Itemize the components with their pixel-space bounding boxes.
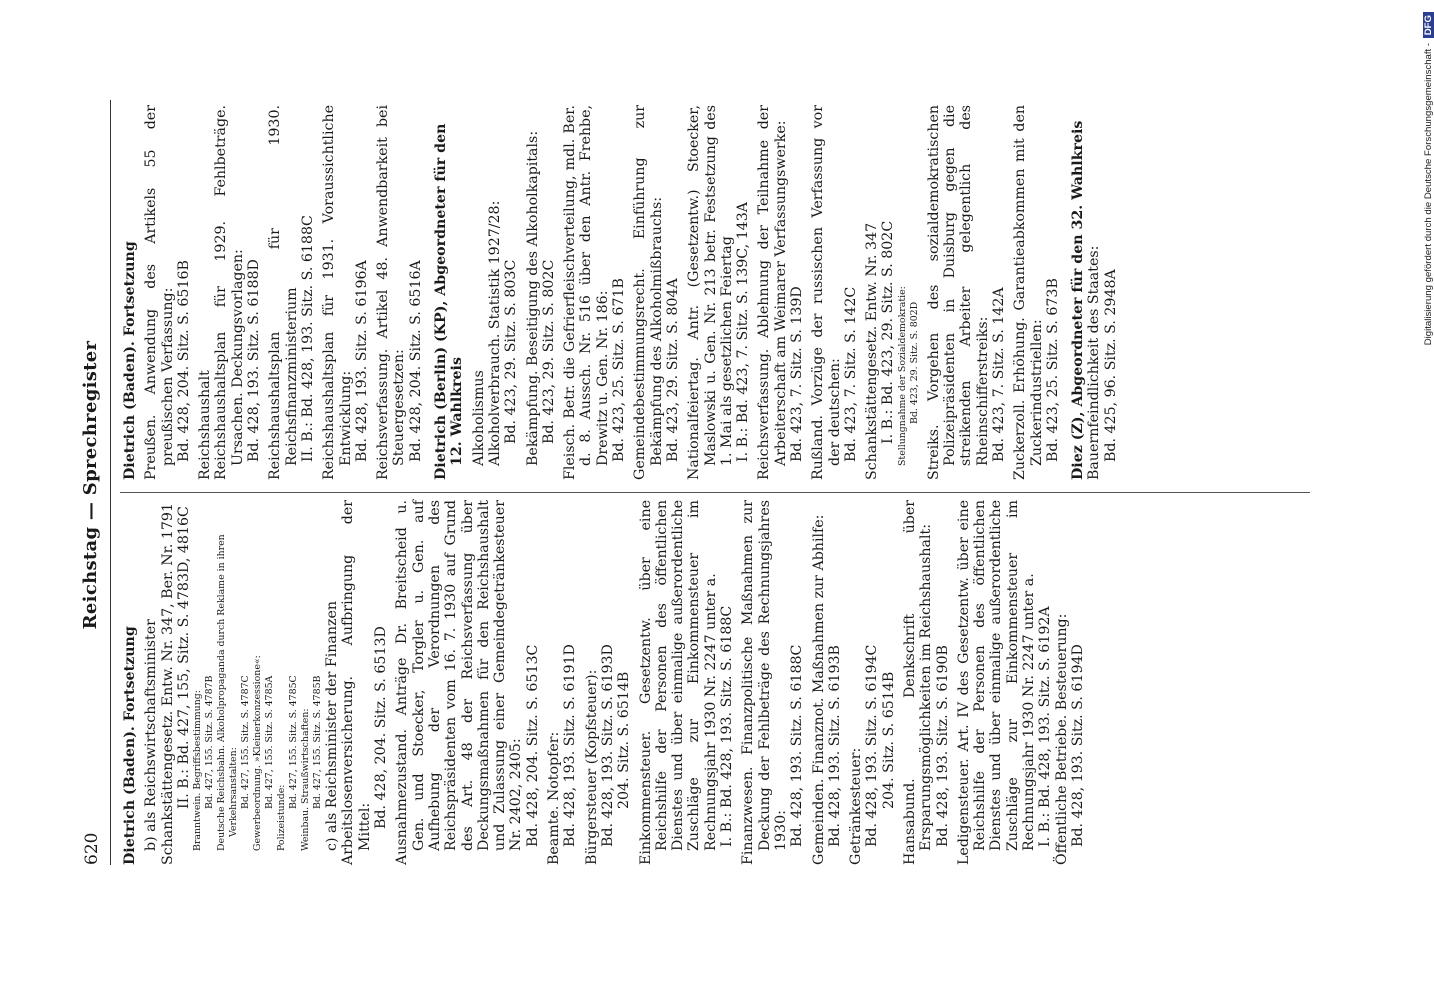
page-header — [80, 105, 110, 865]
reference: Bd. 423, 29. Sitz. S. 802C — [540, 259, 557, 444]
topic-title: Bekämpfung. Beseitigung des Alkoholkapitals: — [524, 130, 541, 466]
sponsor-footer — [1423, 0, 1434, 1000]
reference: II. B.: Bd. 427, 155, Sitz. S. 4783D, 4816C — [175, 506, 192, 809]
reference: II. B.: Bd. 428, 193. Sitz. S. 6188C — [299, 215, 316, 462]
reference: Bd. 428, 193. Sitz. S. 6196A — [353, 260, 370, 462]
topic-title: Rußland. Vorzüge der russischen Verfassung vor der deutschen: — [810, 105, 843, 480]
topic-title: Hansabund. Denkschrift über Ersparungsmöglichkeiten im Reichshaushalt: — [901, 500, 935, 865]
page-number: 620 — [82, 832, 102, 865]
reference: Bd. 427, 155. Sitz. S. 4787C — [240, 675, 252, 809]
reference: Bd. 427, 155. Sitz. S. 4785B — [312, 675, 324, 809]
reference: Bd. 428, 193. Sitz. S. 6188D — [246, 259, 263, 462]
topic-title: Preußen. Anwendung des Artikels 55 der preußischen Verfassung: — [143, 105, 176, 480]
topic-title: Bürgersteuer (Kopfsteuer): — [583, 669, 600, 865]
reference: Bd. 423, 29. Sitz. S. 802D — [908, 301, 920, 424]
reference: Bd. 427, 155. Sitz. S. 4787B — [204, 675, 216, 809]
reference: Bd. 428, 193. Sitz. S. 6190B — [934, 645, 951, 847]
reference: Bd. 423, 29. Sitz. S. 804A — [664, 278, 681, 462]
reference: I. B.: Bd. 428, 193. Sitz. S. 6192A — [1037, 606, 1054, 847]
topic-title: Reichsverfassung. Artikel 48. Anwendbarkeit bei Steuergesetzen: — [375, 105, 408, 480]
subtopic: Gewerbeordnung. »Kleinerkonzessione«: — [252, 655, 264, 851]
topic-title: Ledigensteuer. Art. IV des Gesetzentw. über eine Reichshilfe der Personen des öffentlichen Dienstes und über einmalige außerordentliche Zuschläge zur Einkommensteuer im Rechnungsjahr 1930 Nr. 2247 unter a. — [955, 500, 1038, 865]
subsection-heading: b) als Reichswirtschaftsminister — [143, 619, 160, 851]
reference: I. B.: Bd. 423, 7. Sitz. S. 139C, 143A — [735, 202, 752, 462]
reference: Bd. 423, 7. Sitz. S. 139D — [788, 286, 805, 462]
subtopic: Polizeistunde: — [276, 784, 288, 851]
topic-title: Gemeindebestimmungsrecht. Einführung zur Bekämpfung des Alkoholmißbrauchs: — [632, 105, 665, 480]
topic-title: Reichshaushaltsplan für 1929. Fehlbeträge. Ursachen. Deckungsvorlagen: — [213, 105, 246, 480]
topic-title: Zuckerzoll. Erhöhung. Garantieabkommen mit den Zuckerindustriellen: — [1012, 105, 1045, 480]
topic-title: Streiks. Vorgehen des sozialdemokratischen Polizeipräsidenten in Duisburg gegen die streikenden Arbeiter gelegentlich des Rheinschifferstreiks: — [925, 105, 991, 480]
reference: Bd. 428, 193. Sitz. S. 6193B — [826, 645, 843, 847]
subtopic: Weinbau. Straußwirtschaften: — [300, 708, 312, 851]
right-column — [122, 105, 1119, 480]
topic-title: Reichshaushaltsplan für 1930. Reichsfinanzministerium — [267, 105, 300, 480]
reference: Bd. 428, 193. Sitz. S. 6194C — [864, 644, 881, 847]
subsection-heading: c) als Reichsminister der Finanzen — [324, 601, 341, 851]
topic-title: Fleisch. Betr. die Gefrierfleischverteilung, mdl. Ber. d. 8. Aussch. Nr. 516 über den Antr. Frehbe, Drewitz u. Gen. Nr. 186: — [562, 105, 611, 480]
subtopic: Branntwein. Begriffsbestimmung: — [192, 690, 204, 851]
topic-title: Einkommensteuer. Gesetzentw. über eine Reichshilfe der Personen des öffentlichen Dienstes und über einmalige außerordentliche Zuschläge zur Einkommensteuer im Rechnungsjahr 1930 Nr. 2247 unter a. — [637, 500, 719, 865]
reference: Bd. 427, 155. Sitz. S. 4785A — [264, 675, 276, 809]
topic-title: Getränkesteuer: — [848, 747, 865, 865]
topic-title: Ausnahmezustand. Anträge Dr. Breitscheid u. Gen. und Stoecker, Torgler u. Gen. auf Aufhebung der Verordnungen des Reichspräsidenten vom 16. 7. 1930 auf Grund des Art. 48 der Reichsverfassung über Deckungsmaßnahmen für den Reichshaushalt und Zulassung einer Gemeindegetränkesteuer Nr. 2402, 2405: — [394, 500, 525, 865]
reference: 204. Sitz. S. 6514B — [616, 671, 633, 809]
entry-heading: Dietrich (Baden). Fortsetzung — [122, 241, 138, 480]
running-title: Reichstag — Sprechregister — [80, 340, 101, 630]
topic-title: Nationalfeiertag. Antr. (Gesetzentw.) Stoecker, Maslowski u. Gen. Nr. 213 betr. Festsetzung des 1. Mai als gesetzlichen Feiertag — [686, 105, 735, 480]
topic-title: Beamte. Notopfer: — [546, 731, 563, 865]
topic-title: Bauernfeindlichkeit des Staates: — [1086, 245, 1103, 480]
reference: Bd. 428, 204. Sitz. S. 6513C — [524, 644, 541, 847]
dfg-logo: DFG — [1423, 12, 1434, 38]
reference: Bd. 427, 155. Sitz. S. 4785C — [288, 675, 300, 809]
reference: Bd. 428, 193. Sitz. S. 6188C — [789, 644, 806, 847]
topic-title: Arbeitslosenversicherung. Aufbringung der Mittel: — [340, 500, 373, 865]
header-rule — [110, 100, 111, 865]
topic-title: Schankstättengesetz. Entw. Nr. 347 — [864, 222, 881, 480]
topic-group: Reichshaushalt — [197, 370, 214, 480]
reference: Bd. 428, 204. Sitz. S. 6516A — [407, 260, 424, 462]
topic-title: Reichsverfassung. Ablehnung der Teilnahme der Arbeiterschaft am Weimarer Verfassungswerke: — [756, 105, 789, 480]
column-divider — [120, 492, 1310, 493]
reference: Bd. 423, 7. Sitz. S. 142A — [990, 287, 1007, 462]
reference: Bd. 428, 204. Sitz. S. 6513D — [373, 626, 390, 829]
footer-text: Digitalisierung gefördert durch die Deutsche Forschungsgemeinschaft - — [1423, 42, 1434, 346]
entry-heading: Diez (Z), Abgeordneter für den 32. Wahlkreis — [1070, 120, 1087, 480]
subtopic: Stellungnahme der Sozialdemokratie: — [896, 286, 908, 466]
topic-title: Alkoholverbrauch. Statistik 1927/28: — [486, 200, 503, 466]
reference: Bd. 428, 193. Sitz. S. 6193D — [599, 644, 616, 847]
reference: I. B.: Bd. 423, 29. Sitz. S. 802C — [880, 220, 897, 444]
reference: I. B.: Bd. 428, 193. Sitz. S. 6188C — [719, 605, 736, 847]
reference: Bd. 425, 96. Sitz. S. 2948A — [1102, 269, 1119, 462]
entry-heading: Dietrich (Berlin) (KP), Abgeordneter für den 12. Wahlkreis — [433, 123, 466, 480]
reference: Bd. 428, 193. Sitz. S. 6191D — [562, 644, 579, 847]
reference: Bd. 423, 25. Sitz. S. 671B — [611, 278, 628, 462]
entry-heading: Dietrich (Baden). Fortsetzung — [122, 626, 138, 865]
topic-title: Reichshaushaltsplan für 1931. Voraussichtliche Entwicklung: — [321, 105, 354, 480]
topic-group: Alkoholismus — [470, 370, 487, 466]
reference: 204. Sitz. S. 6514B — [880, 671, 897, 809]
topic-title: Öffentliche Betriebe. Besteuerung: — [1053, 613, 1070, 865]
reference: Bd. 428, 193. Sitz. S. 6194D — [1069, 644, 1086, 847]
reference: Bd. 423, 25. Sitz. S. 673B — [1044, 278, 1061, 462]
topic-title: Schankstättengesetz. Entw. Nr. 347, Ber. Nr. 1791 — [159, 503, 176, 865]
reference: Bd. 423, 29. Sitz. S. 803C — [503, 259, 520, 444]
topic-title: Finanzwesen. Finanzpolitische Maßnahmen zur Deckung der Fehlbeträge des Rechnungsjahres 1930: — [740, 500, 789, 865]
reference: Bd. 423, 7. Sitz. S. 142C — [842, 286, 859, 462]
subtopic: Deutsche Reichsbahn. Alkoholpropaganda durch Reklame in ihren Verkehrsanstalten: — [216, 534, 240, 851]
topic-title: Gemeinden. Finanznot. Maßnahmen zur Abhilfe: — [810, 514, 827, 865]
left-column — [122, 500, 1086, 865]
reference: Bd. 428, 204. Sitz. S. 6516B — [175, 260, 192, 462]
